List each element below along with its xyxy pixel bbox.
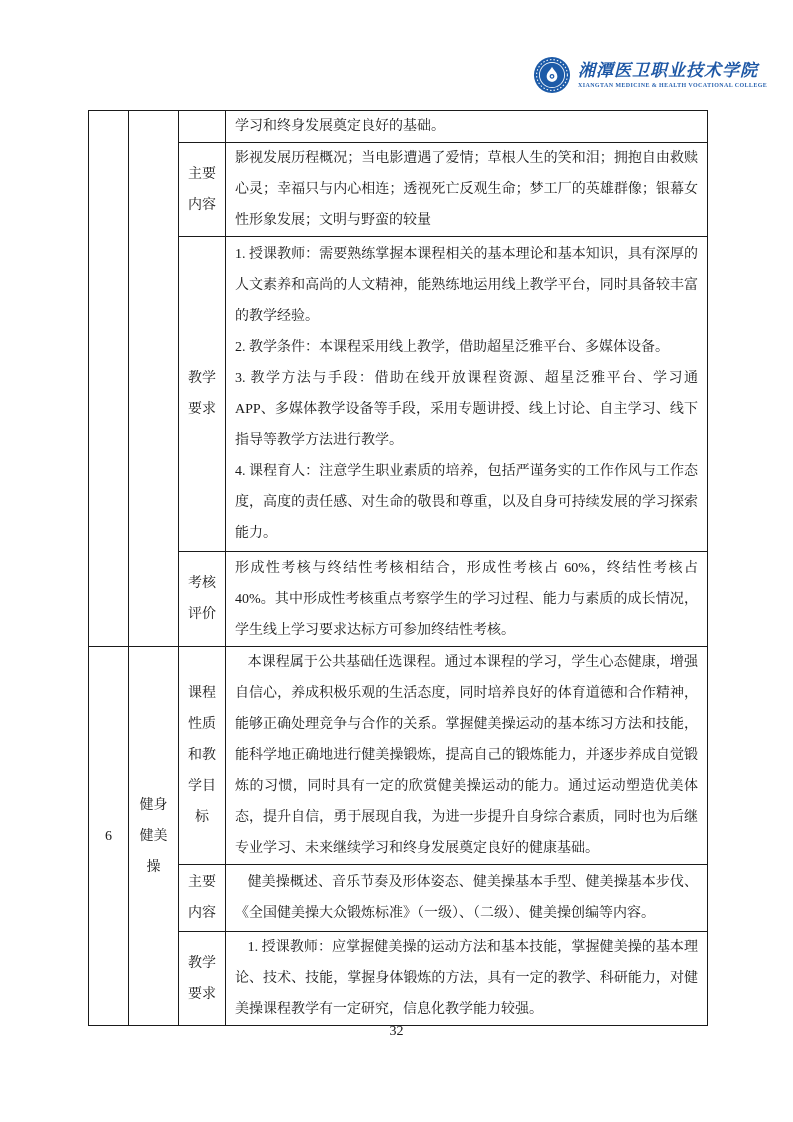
- row-label-main-content-2: 主要内容: [179, 865, 226, 932]
- college-logo: [533, 56, 767, 94]
- row-content-teaching-requirements-2: 1. 授课教师：应掌握健美操的运动方法和基本技能，掌握健美操的基本理论、技术、技能，掌握身体锻炼的方法，具有一定的教学、科研能力，对健美操课程教学有一定研究，信息化教学能力较强。: [226, 932, 708, 1026]
- row-content-teaching-requirements: 1. 授课教师：需要熟练掌握本课程相关的基本理论和基本知识，具有深厚的人文素养和高尚的人文精神，能熟练地运用线上教学平台，同时具备较丰富的教学经验。 2. 教学条件：本课程采用线上教学，借助超星泛雅平台、多媒体设备。 3. 教学方法与手段：借助在线开放课程资源、超星泛雅平台、学习通 APP、多媒体教学设备等手段，采用专题讲授、线上讨论、自主学习、线下指导等教学方法进行教学。 4. 课程育人：注意学生职业素质的培养，包括严谨务实的工作作风与工作态度，高度的责任感、对生命的敬畏和尊重，以及自身可持续发展的学习探索能力。: [226, 237, 708, 552]
- table-row: [89, 647, 708, 865]
- row-content-goal-tail: 学习和终身发展奠定良好的基础。: [226, 111, 708, 143]
- college-name-zh: 湘潭医卫职业技术学院: [578, 61, 758, 80]
- row-label-teaching-requirements: 教学要求: [179, 237, 226, 552]
- table-row: [89, 552, 708, 647]
- college-seal-icon: [533, 56, 571, 94]
- row-label-teaching-requirements-2: 教学要求: [179, 932, 226, 1026]
- row-content-assessment: 形成性考核与终结性考核相结合，形成性考核占 60%，终结性考核占 40%。其中形成性考核重点考察学生的学习过程、能力与素质的成长情况，学生线上学习要求达标方可参加终结性考核。: [226, 552, 708, 647]
- college-name-block: [578, 61, 767, 89]
- table-row: [89, 865, 708, 932]
- row-label-course-nature-goal: 课程性质和教学目标: [179, 647, 226, 865]
- row-label-empty: [179, 111, 226, 143]
- course-number-cell-prev: [89, 111, 129, 647]
- row-content-course-nature-goal: 本课程属于公共基础任选课程。通过本课程的学习，学生心态健康，增强自信心，养成积极乐观的生活态度，同时培养良好的体育道德和合作精神，能够正确处理竞争与合作的关系。掌握健美操运动的基本练习方法和技能，能科学地正确地进行健美操锻炼，提高自己的锻炼能力，并逐步养成自觉锻炼的习惯，同时具有一定的欣赏健美操运动的能力。通过运动塑造优美体态，提升自信，勇于展现自我，为进一步提升自身综合素质，同时也为后继专业学习、未来继续学习和终身发展奠定良好的健康基础。: [226, 647, 708, 865]
- college-name-en: XIANGTAN MEDICINE & HEALTH VOCATIONAL COLLEGE: [578, 83, 768, 89]
- row-content-main-content-2: 健美操概述、音乐节奏及形体姿态、健美操基本手型、健美操基本步伐、《全国健美操大众锻炼标准》（一级）、（二级）、健美操创编等内容。: [226, 865, 708, 932]
- course-name-cell-prev: [129, 111, 179, 647]
- row-label-assessment: 考核评价: [179, 552, 226, 647]
- course-number-cell: 6: [89, 647, 129, 1026]
- row-label-main-content: 主要内容: [179, 143, 226, 237]
- table-row: [89, 932, 708, 1026]
- course-name-cell: 健身健美操: [129, 647, 179, 1026]
- table-row: [89, 237, 708, 552]
- page-number: 32: [389, 1024, 404, 1039]
- row-content-main-content: 影视发展历程概况；当电影遭遇了爱情；草根人生的笑和泪；拥抱自由救赎心灵；幸福只与内心相连；透视死亡反观生命；梦工厂的英雄群像；银幕女性形象发展；文明与野蛮的较量: [226, 143, 708, 237]
- table-row: [89, 143, 708, 237]
- table-row: [89, 111, 708, 143]
- course-table: [88, 110, 708, 1026]
